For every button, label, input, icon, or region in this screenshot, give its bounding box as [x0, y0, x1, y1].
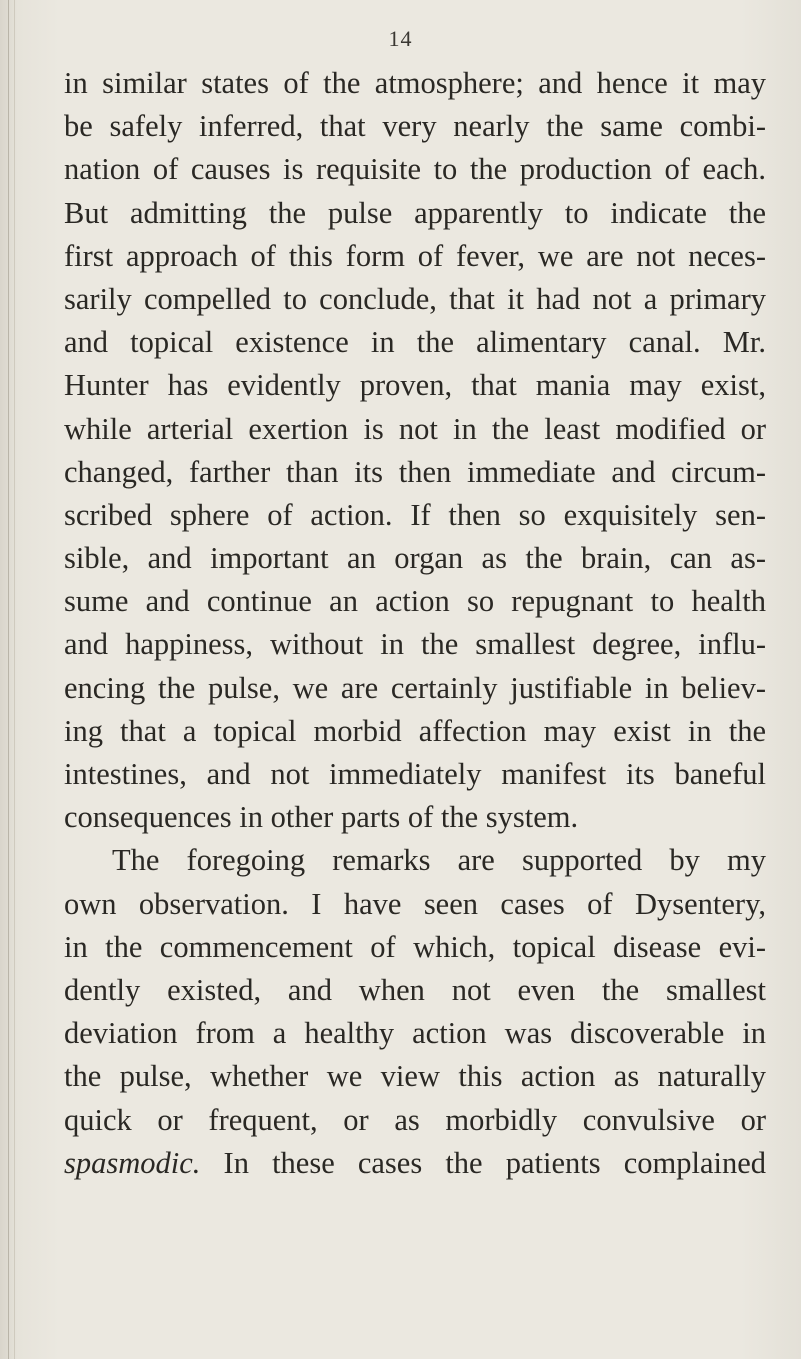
- body-text: [64, 62, 766, 1185]
- text-line: scribed sphere of action. If then so exquisitely sen-: [64, 497, 766, 532]
- text-line: quick or frequent, or as morbidly convulsive or: [64, 1102, 766, 1137]
- text-line: sarily compelled to conclude, that it had not a primary: [64, 281, 766, 316]
- text-line: Hunter has evidently proven, that mania may exist,: [64, 368, 766, 403]
- page-number: 14: [388, 26, 413, 51]
- text-line: own observation. I have seen cases of Dysentery,: [64, 886, 766, 921]
- text-line: deviation from a healthy action was discoverable in: [64, 1016, 766, 1051]
- page-gutter-edge: [8, 0, 9, 1359]
- text-line: while arterial exertion is not in the least modified or: [64, 411, 766, 446]
- text-line: changed, farther than its then immediate and circum-: [64, 454, 766, 489]
- paragraph-start-line: The foregoing remarks are supported by my: [112, 843, 766, 878]
- text-line: nation of causes is requisite to the production of each.: [64, 152, 766, 187]
- italic-word: spasmodic.: [64, 1145, 201, 1180]
- text-line: be safely inferred, that very nearly the same combi-: [64, 109, 766, 144]
- text-line: first approach of this form of fever, we are not neces-: [64, 238, 766, 273]
- text-line: But admitting the pulse apparently to indicate the: [64, 195, 766, 230]
- text-line: intestines, and not immediately manifest its baneful: [64, 757, 766, 791]
- text-line: sume and continue an action so repugnant to health: [64, 584, 766, 619]
- text-line: and happiness, without in the smallest degree, influ-: [64, 627, 766, 662]
- text-line: sible, and important an organ as the brain, can as-: [64, 541, 766, 576]
- text-line: dently existed, and when not even the smallest: [64, 972, 766, 1007]
- final-text-line: [64, 1142, 766, 1185]
- final-line-rest: In these cases the patients complained: [200, 1145, 766, 1180]
- text-line: ing that a topical morbid affection may exist in the: [64, 713, 766, 748]
- text-line: in the commencement of which, topical disease evi-: [64, 929, 766, 964]
- text-line: and topical existence in the alimentary canal. Mr.: [64, 325, 766, 360]
- page-gutter-shadow: [14, 0, 15, 1359]
- text-line: in similar states of the atmosphere; and hence it may: [64, 66, 766, 100]
- text-line: the pulse, whether we view this action as naturally: [64, 1059, 766, 1094]
- paragraph-end-line: consequences in other parts of the system.: [64, 800, 579, 835]
- text-line: encing the pulse, we are certainly justifiable in believ-: [64, 670, 766, 705]
